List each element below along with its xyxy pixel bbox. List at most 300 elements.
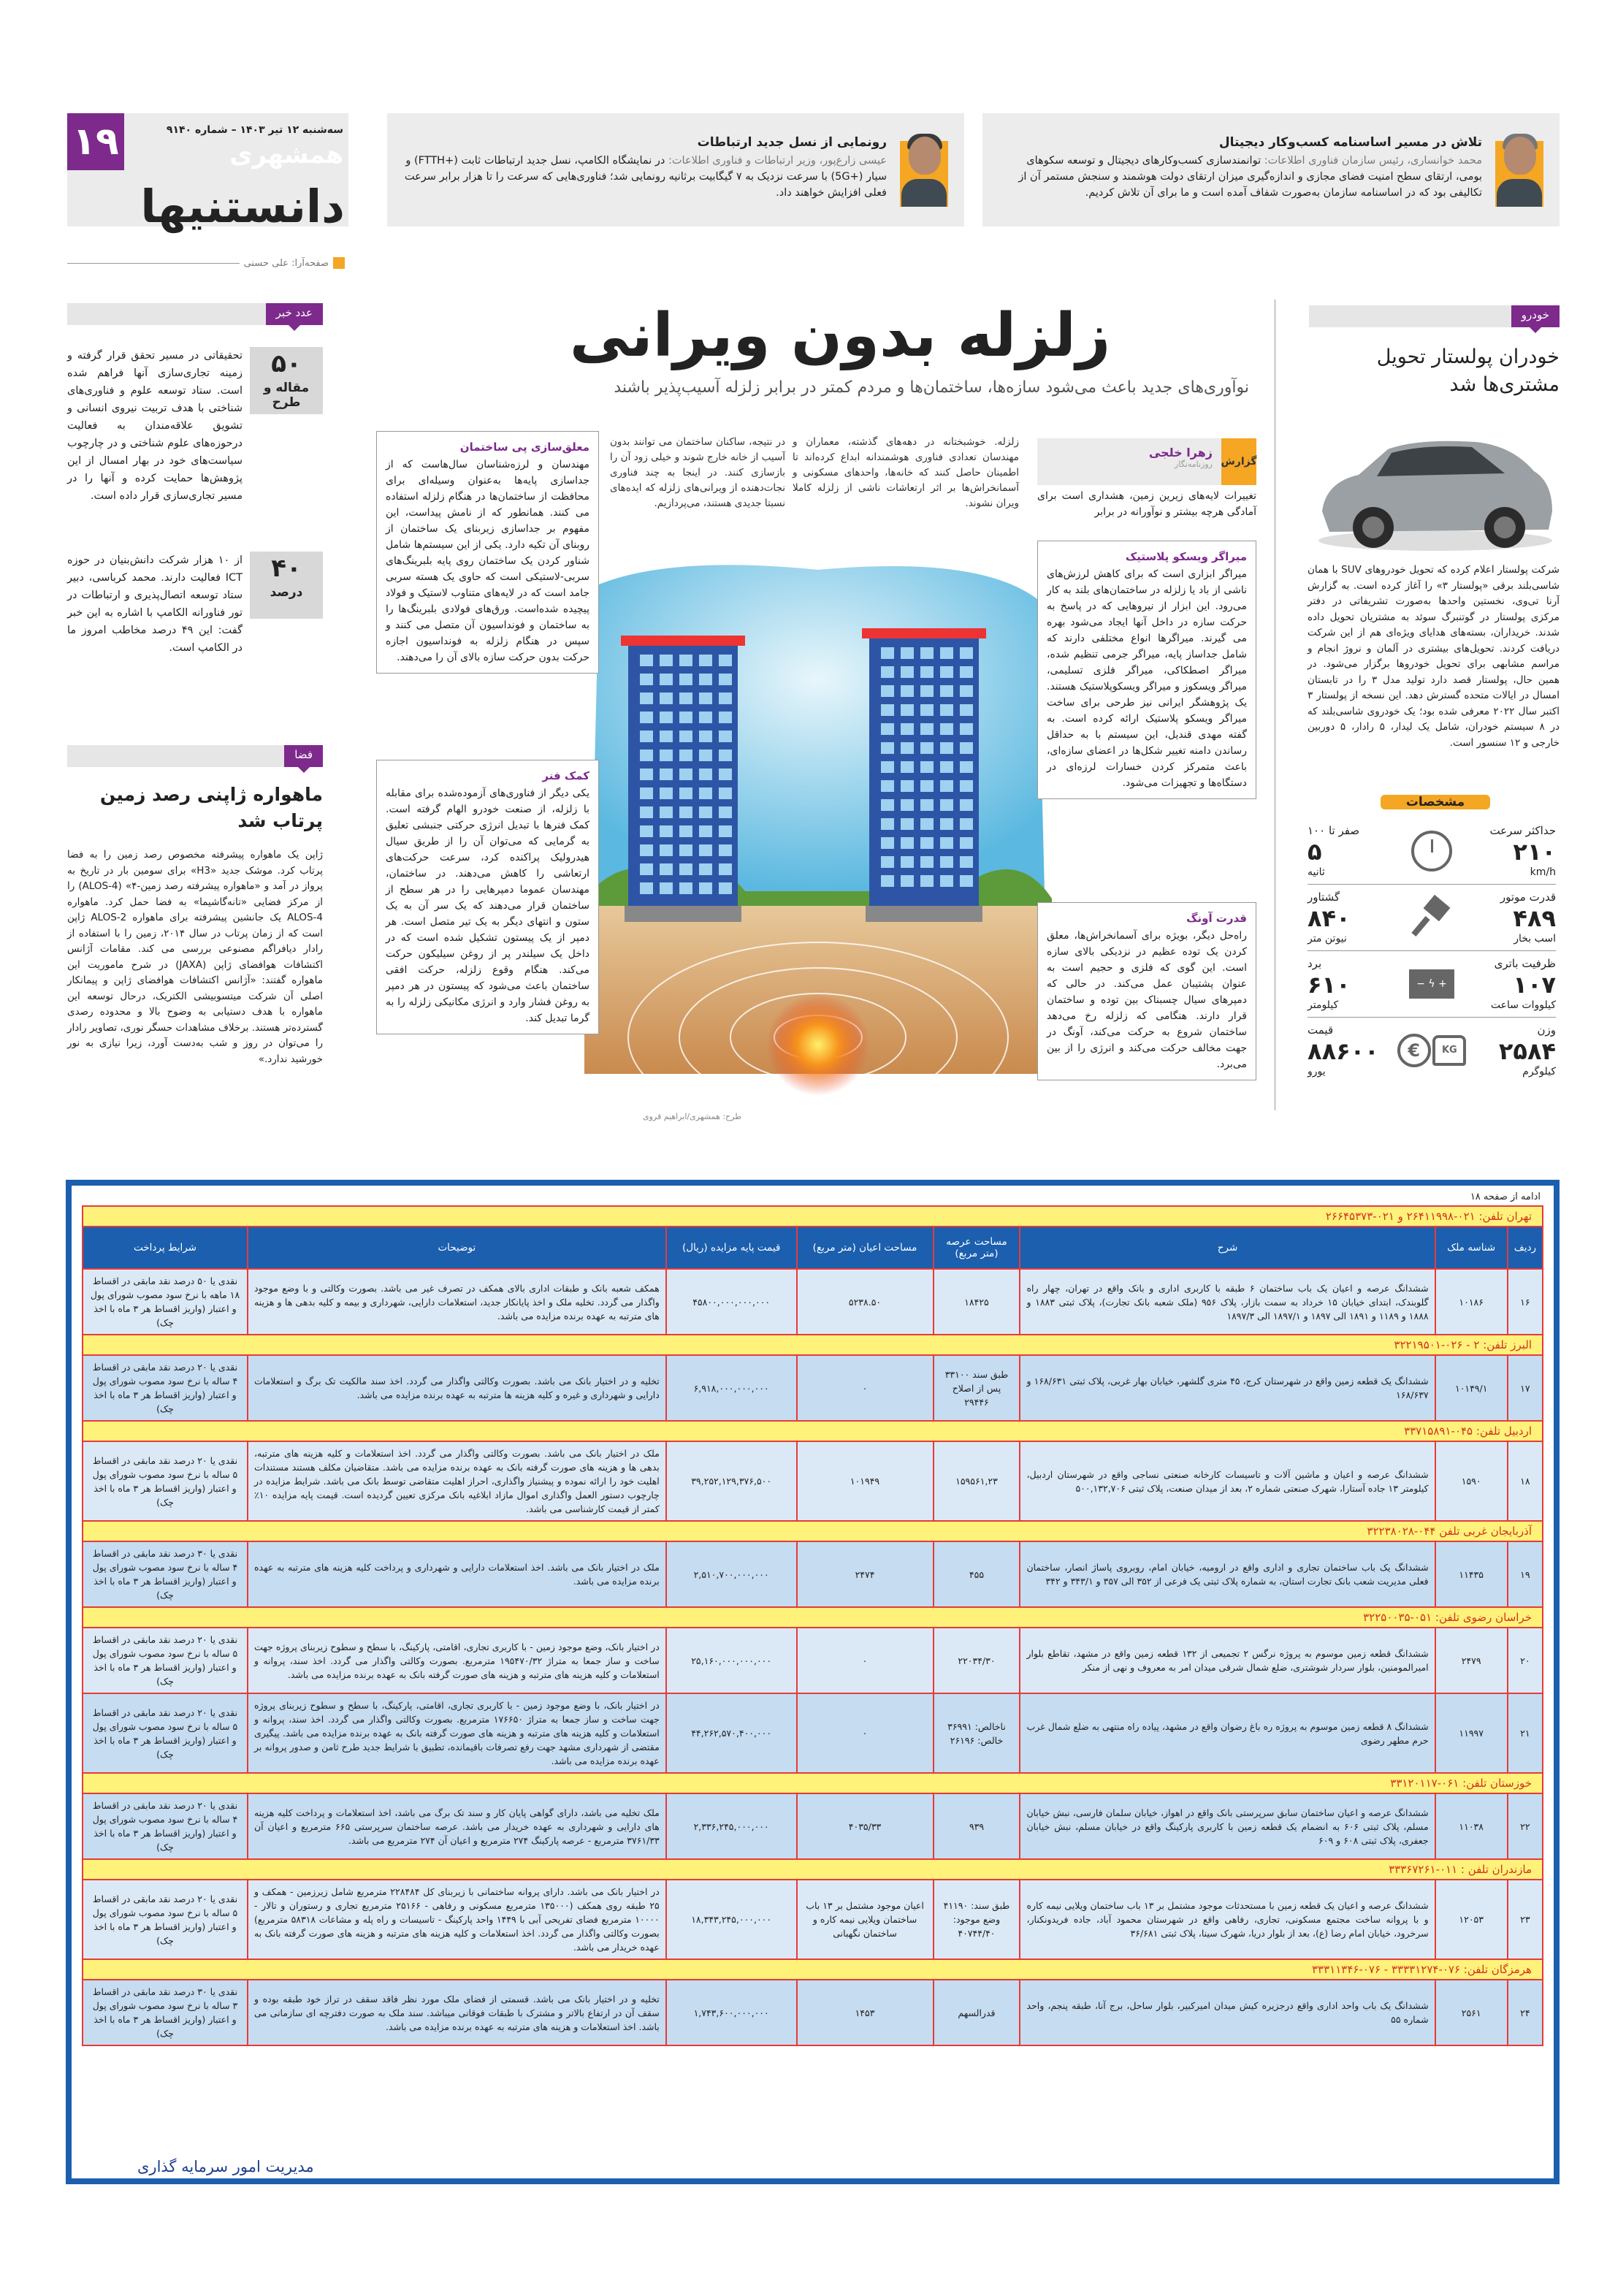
table-cell: ششدانگ عرصه و اعیان یک باب ساختمان ۶ طبقه با کاربری اداری و بانک واقع در تهران، چهار راه گلوبندک، ابتدای خیابان ۱۵ خرداد به سمت بازار، پلاک ۹۵۶ (ملک شعبه بانک تجارت)، پلاک ثبتی ۱۸۸۳ و ۱۸۸۸ و ۱۱۸۹ و ۱۸۹۱ الی ۱۸۹۷ و ۱۸۹۷/۱ الی ۱۸۹۷/۳ [1020,1269,1435,1335]
window [660,750,673,761]
column-header: مساحت اعیان (متر مربع) [797,1227,934,1269]
window [881,723,894,735]
spec-row [1308,951,1556,1018]
table-cell: ۱۹ [1508,1541,1543,1607]
table-cell: ۲۲۰۳۴/۳۰ [934,1628,1020,1693]
table-cell: در اختیار بانک، با وضع موجود زمین - با کاربری تجاری، اقامتی، پارکینگ، با سطح و سطوح زیربنای پروژه جهت ساخت و ساز جمعا به متراژ ۱۷۶۶۵۰ مترمربع. بصورت وکالتی واگذار می گردد. اخذ سند، پروانه و استعلامات و کلیه هزینه های مترتبه و هزینه های صورت گرفته بانک به عهده برنده مزایده می باشد. پیگیری مقتضی از شهرداری مشهد جهت رفع تصرفات باقیمانده، تطبیق با شرایط جدید طرح ثامن و صدور پروانه بر عهده برنده مزایده می باشد. [248,1693,666,1773]
stat-item: ۵۰ مقاله و طرح تحقیقاتی در مسیر تحقق قرار گرفته و زمینه تجاری‌سازی آنها فراهم شده است. ستاد توسعه علوم و فناوری‌های شناختی با هدف تربیت نیروی انسانی و تشویق علاقه‌مندان به فعالیت درحوزه‌های علوم شناختی و در چارچوب سیاست‌های خود در بهار امسال از این پژوهش‌ها حمایت کرده و آنها را در مسیر تجاری‌سازی قرار داده است. [67,347,323,505]
column-header: قیمت پایه مزایده (ریال) [666,1227,797,1269]
window [660,674,673,685]
window [679,693,692,704]
region-phone: مازندران تلفن : ۰۱۱-۳۳۳۶۷۲۶۱ [83,1859,1543,1880]
table-cell: ۲۴۷۴ [797,1541,934,1607]
window [679,863,692,875]
table-cell: نقدی یا ۳۰ درصد نقد مابقی در اقساط ۳ ساله با نرخ سود مصوب شورای پول و اعتبار (واریز اقساط هر ۳ ماه با اخذ چک) [83,1980,248,2045]
region-phone: آذربایجان غربی تلفن ۰۴۴-۳۲۲۳۸۰۲۸ [83,1521,1543,1541]
window [901,761,914,773]
car-image [1308,409,1560,555]
window [660,768,673,780]
quote-text: محمد خوانساری، رئیس سازمان فناوری اطلاعات: توانمندسازی کسب‌وکارهای دیجیتال و توسعه سکوهای بومی، ارتقای سطح امنیت فضای مجازی و اندازه‌گیری میزان ارتقای دولت هوشمند و سنجش مستمر آن از تکالیفی بود که در اساسنامه سازمان به‌صورت شفاف آمده است و ما برای آن تلاش کردیم. [1018,155,1482,199]
table-cell: ششدانگ عرصه و اعیان ساختمان سابق سرپرستی بانک واقع در اهواز، خیابان سلمان فارسی، نبش خیابان مسلم، پلاک ثبتی ۶۰۶ به انضمام یک قطعه زمین با کاربری پارکینگ واقع در خیابان مسلم، نبش خیابان جعفری، پلاک ثبتی ۶۰۸ و ۶۰۹ [1020,1793,1435,1859]
region-row [83,1773,1543,1793]
window [699,882,712,894]
designer-credit: صفحه‌آرا: علی حسنی [67,257,345,269]
window [719,674,732,685]
window [901,837,914,849]
table-cell: ۲۲ [1508,1793,1543,1859]
table-cell: نقدی یا ۲۰ درصد نقد مابقی در اقساط ۵ ساله با نرخ سود مصوب شورای پول و اعتبار (واریز اقساط هر ۳ ماه با اخذ چک) [83,1693,248,1773]
window [679,655,692,666]
section-tab-space: فضا [67,745,323,767]
column-header: شناسه ملک [1435,1227,1508,1269]
window [640,863,653,875]
main-subtitle: نوآوری‌های جدید باعث می‌شود سازه‌ها، ساختمان‌ها و مردم کمتر در برابر زلزله آسیب‌پذیر باشند [614,378,1249,397]
window [881,799,894,811]
window [901,742,914,754]
region-phone: البرز تلفن: ۲ - ۰۲۶-۳۲۲۱۹۵۰۱ [83,1335,1543,1355]
window [901,704,914,716]
window [699,693,712,704]
window [920,856,934,868]
window [940,647,953,659]
region-phone: اردبیل تلفن: ۰۴۵-۳۳۷۱۵۸۹۱ [83,1421,1543,1441]
section-title: دانستنیها [140,180,345,233]
window [940,685,953,697]
window [940,780,953,792]
space-headline: ماهواره ژاپنی رصد زمین پرتاب شد [99,784,323,831]
window [960,856,973,868]
window [881,818,894,830]
window [901,818,914,830]
region-row [83,1607,1543,1628]
window [699,750,712,761]
spec-price: قیمت ۸۸۶۰۰ یورو [1308,1023,1379,1078]
report-byline [1037,438,1256,485]
table-cell: ۹۳۹ [934,1793,1020,1859]
table-cell: ۴۰۳۵/۳۳ [797,1793,934,1859]
header-row [83,1227,1543,1269]
column-header: شرایط پرداخت [83,1227,248,1269]
spec-range: برد ۶۱۰ کیلومتر [1308,957,1351,1011]
window [920,818,934,830]
quote-text: عیسی زارع‌پور، وزیر ارتباطات و فناوری اطلاعات: در نمایشگاه الکامپ، نسل جدید ارتباطات ثابت (+FTTH) و سیار (+5G) با سرعت نزدیک به ۷ گیگابیت برثانیه رونمایی شد؛ فناوری‌هایی که سرعت را تا هزار برابر سرعت فعلی افزایش خواهند داد. [404,155,887,199]
table-cell: ۲۴ [1508,1980,1543,2045]
author-name: زهرا خلجی [1148,446,1213,459]
stat-item: ۴۰ درصد از ۱۰ هزار شرکت دانش‌بنیان در حوزه ICT فعالیت دارند. محمد کرباسی، دبیر ستاد توسعه اتصال‌پذیری و ارتباطات در تور فناورانه الکامپ با اشاره به این خبر گفت: این ۴۹ درصد مخاطب امروز ما در الکامپ است. [67,552,323,657]
table-cell: نقدی یا ۲۰ درصد نقد مابقی در اقساط ۵ ساله با نرخ سود مصوب شورای پول و اعتبار (واریز اقساط هر ۳ ماه با اخذ چک) [83,1441,248,1521]
window [960,647,973,659]
table-row [83,1269,1543,1335]
spec-power: قدرت موتور ۴۸۹ اسب بخار [1500,890,1556,945]
window [901,723,914,735]
window [640,655,653,666]
window [679,768,692,780]
window [679,844,692,856]
region-row [83,1859,1543,1880]
table-cell: ملک در اختیار بانک می باشد. اخذ استعلامات دارایی و شهرداری و پرداخت کلیه هزینه های مترتبه به عهده برنده مزایده می باشد. [248,1541,666,1607]
table-cell: ششدانگ یک قطعه زمین واقع در شهرستان کرج، ۴۵ متری گلشهر، خیابان بهار غربی، پلاک ثبتی ۱۶۸/۶۳۱ و ۱۶۸/۶۳۷ [1020,1355,1435,1421]
window [940,704,953,716]
table-cell: تخلیه و در اختیار بانک می باشد. بصورت وکالتی واگذار می گردد. اخذ سند مالکیت تک برگ و استعلامات دارایی و شهرداری و غیره و کلیه هزینه ها مترتبه به عهده برنده مزایده می باشد. [248,1355,666,1421]
column-header: شرح [1020,1227,1435,1269]
table-cell: ۲۰ [1508,1628,1543,1693]
table-cell: ششدانگ ۸ قطعه زمین موسوم به پروژه ره باغ رضوان واقع در مشهد، پیاده راه منتهی به ضلع شمال غرب حرم مطهر رضوی [1020,1693,1435,1773]
table-row [83,1541,1543,1607]
window [901,856,914,868]
window [640,806,653,818]
table-cell: ۳۹,۲۵۲,۱۲۹,۳۷۶,۵۰۰ [666,1441,797,1521]
sidebox-pendulum: قدرت آونگ راه‌حل دیگر، بویژه برای آسمانخراش‌ها، معلق کردن یک توده عظیم در نزدیکی بالای سازه است. این گوی که فلزی و حجیم است به عنوان پشتیبان عمل می‌کند. در حالی که دمپرهای سیال چسبناک بین توده و ساختمان قرار دارند. هنگامی که زلزله رخ می‌دهد ساختمان شروع به حرکت می‌کند، آونگ در جهت مخالف حرکت می‌کند و انرژی را از بین می‌برد. [1037,902,1256,1080]
window [901,647,914,659]
window [660,806,673,818]
auction-ad [66,1180,1560,2184]
earthquake-illustration [584,555,1052,1110]
window [719,768,732,780]
divider [67,263,240,264]
spec-max-speed: حداکثر سرعت ۲۱۰ km/h [1489,824,1556,878]
window [699,863,712,875]
spec-row [1308,1018,1556,1083]
table-cell: ۱۴۵۳ [797,1980,934,2045]
window [940,875,953,887]
table-cell: ۲۳ [1508,1880,1543,1959]
table-cell: ۱۸۴۲۵ [934,1269,1020,1335]
table-row [83,1628,1543,1693]
table-cell: ۲۴۷۹ [1435,1628,1508,1693]
paper-logo: همشهری [229,140,343,169]
window [901,799,914,811]
window [881,666,894,678]
table-row [83,1793,1543,1859]
window [901,875,914,887]
space-body: ژاپن یک ماهواره پیشرفته مخصوص رصد زمین را به فضا پرتاب کرد. موشک جدید «H3» برای سومین بار در تاریخ به پرواز در آمد و «ماهواره پیشرفته رصد زمین-۴» (ALOS-4) را از مرکز فضایی «تانه‌گاشیما» به فضا حمل کرد. ماهواره ALOS-4 یک جانشین پیشرفته برای ماهواره ALOS-2 ژاپن است که از زمان پرتاب در سال ۲۰۱۴، زمین را با استفاده از رادار دیافراگم مصنوعی بررسی می کند. مقامات آژانس اکتشافات هوافضای ژاپن (JAXA) در شرح ماموریت این ماهواره گفتند: «آژانس اکتشافات هوافضای ژاپن و پیمانکار اصلی آن شرکت میتسوبیشی الکتریک، درحال توسعه این ماهواره با هدف دستیابی به وضوح بالا و محدوده رصدی گسترده‌تر هستند. برخلاف مشاهدات حسگر نوری، تصاویر رادار را می‌توان در روز و شب به‌دست آورد، زیرا نیازی به نور خورشید ندارد.» [67,849,324,1065]
table-cell: ۲,۳۳۶,۲۴۵,۰۰۰,۰۰۰ [666,1793,797,1859]
piston-icon [1413,899,1450,936]
region-phone: خراسان رضوی تلفن: ۰۵۱-۳۲۲۵۰۰۳۵ [83,1607,1543,1628]
window [901,666,914,678]
table-cell: ششدانگ قطعه زمین موسوم به پروژه نرگس ۲ تجمیعی از ۱۳۲ قطعه زمین واقع در مشهد، تقاطع بلوار امیرالمومنین، بلوار سردار شوشتری، ضلع شمال شرقی میدان امر به معروف و نهی از منکر [1020,1628,1435,1693]
spec-row [1308,885,1556,951]
window [699,825,712,837]
window [719,712,732,723]
region-row [83,1421,1543,1441]
window [960,723,973,735]
spec-row [1308,818,1556,885]
region-row [83,1521,1543,1541]
window [960,761,973,773]
battery-icon: + ϟ − [1409,969,1454,999]
window [920,647,934,659]
image-credit: طرح: همشهری/ابراهیم قروی [643,1112,741,1121]
column-header: ردیف [1508,1227,1543,1269]
sidebox-base-isolation: معلق‌سازی پی ساختمان مهندسان و لرزه‌شناسان سال‌هاست که از جداسازی پایه‌ها به‌عنوان وسیله‌ای برای محافظت از ساختمان‌ها در هنگام زلزله استفاده می کنند. همانطور که از نامش پیداست، این مفهوم بر جداسازی زیربنای یک ساختمان از روبنای آن تکیه دارد. یکی از این سیستم‌ها شامل شناور کردن یک ساختمان روی پایه بلبرینگ‌های سربی-لاستیکی است که حاوی یک هسته سربی جامد است که در لایه‌های متناوب لاستیک و فولاد پیچیده شده‌است. ورق‌های فولادی بلبرینگ‌ها را به ساختمان و فونداسیون آن متصل می کنند و سپس در هنگام زلزله به فونداسیون اجازه حرکت بدون حرکت سازه بالای آن را می‌دهند. [376,431,599,674]
table-cell: اعیان موجود مشتمل بر ۱۳ باب ساختمان ویلایی نیمه کاره و ساختمان نگهبانی [797,1880,934,1959]
window [660,844,673,856]
stat-box: ۴۰ درصد [250,552,323,619]
window [901,780,914,792]
window [719,844,732,856]
table-cell: نقدی یا ۳۰ درصد نقد مابقی در اقساط ۴ ساله با نرخ سود مصوب شورای پول و اعتبار (واریز اقساط هر ۳ ماه با اخذ چک) [83,1541,248,1607]
window [679,806,692,818]
window [699,655,712,666]
table-cell: ۰ [797,1355,934,1421]
region-row [83,1206,1543,1227]
window [940,837,953,849]
table-row [83,1441,1543,1521]
window [940,761,953,773]
table-cell: ۱۲۰۵۳ [1435,1880,1508,1959]
table-cell: طبق سند ۳۳۱۰۰ پس از اصلاح ۲۹۴۴۶ [934,1355,1020,1421]
window [719,825,732,837]
table-cell: ۴۵۵ [934,1541,1020,1607]
page-number: ۱۹ [67,113,124,170]
continued-note: ادامه از صفحه ۱۸ [1470,1191,1541,1202]
window [660,712,673,723]
table-cell: ۴۵۸۰۰,۰۰۰,۰۰۰,۰۰۰ [666,1269,797,1335]
table-cell: ملک در اختیار بانک می باشد. بصورت وکالتی واگذار می گردد. اخذ استعلامات و کلیه هزینه های مترتبه، بدهی ها و هزینه های صورت گرفته بانک به عهده برنده مزایده می باشد. متقاضیان مکلف هستند مستندات اهلیت خود را ارائه نموده و پیشنیاز واگذاری، احراز اهلیت متقاضی توسط بانک می باشد. شرایط مزایده در چارچوب دستور العمل واگذاری اموال مازاد ابلاغیه بانک مرکزی تعیین گردیده است. قیمت پایه مزایده ۱۰٪ کمتر از قیمت کارشناسی می باشد. [248,1441,666,1521]
kicker: گزارش [1221,438,1256,485]
table-cell: ناخالص: ۳۶۹۹۱ خالص: ۲۶۱۹۶ [934,1693,1020,1773]
window [881,761,894,773]
spec-acceleration: صفر تا ۱۰۰ ۵ ثانیه [1308,824,1360,878]
window [960,666,973,678]
table-cell: ۱۵۹۵۶۱,۲۳ [934,1441,1020,1521]
foundation-left [625,906,741,922]
table-cell: ۱۰۱۹۴۹ [797,1441,934,1521]
epicenter [767,993,869,1096]
window [640,825,653,837]
window [920,837,934,849]
window [920,704,934,716]
window [719,806,732,818]
table-cell: ۲۵,۱۶۰,۰۰۰,۰۰۰,۰۰۰ [666,1628,797,1693]
car-headline: خودران پولستار تحویل مشتری‌ها شد [1376,346,1560,396]
table-cell: قدرالسهم [934,1980,1020,2045]
region-phone: خوزستان تلفن: ۰۶۱-۳۳۱۲۰۱۱۷ [83,1773,1543,1793]
window [940,666,953,678]
window [640,768,653,780]
window [699,768,712,780]
car-body: شرکت پولستار اعلام کرده که تحویل خودروهای SUV با همان شاسی‌بلند برقی «پولستار ۳» را آغاز کرده است. به گزارش آرنا تی‌وی، نخستین واحدها به‌صورت تشریفاتی در دفتر مرکزی پولستار در گوتنبرگ سوئد به مشتریان تحویل داده شدند. خریداران، بسته‌های هدایای ویژه‌ای هم از این شرکت دریافت کردند. تحویل‌های بیشتری در آلمان و نروژ انجام و مراسم مشابهی برای تحویل خودروها برگزار می‌شود. در همین حال، پولستار قصد دارد تولید مدل ۳ را در تابستان امسال در ایالات متحده گسترش دهد. این نسخه از پولستار ۳ اکتبر سال ۲۰۲۲ معرفی شده بود؛ یک خودروی شاسی‌بلند که در ۸ سیستم خودران، شامل یک لیدار، ۵ رادار، ۵ دوربین خارجی و ۱۲ سنسور است. [1308,564,1560,749]
window [719,693,732,704]
window [960,837,973,849]
window [881,647,894,659]
window [719,882,732,894]
window [679,787,692,799]
quote-title: رونمایی از نسل جدید ارتباطات [697,135,887,150]
window [660,787,673,799]
window [960,780,973,792]
window [660,882,673,894]
main-headline: زلزله بدون ویرانی [569,301,1111,370]
table-cell: در اختیار بانک، وضع موجود زمین - با کاربری تجاری، اقامتی، پارکینگ، با سطح و سطوح زیربنای پروژه جهت ساخت و ساز جمعا به متراژ ۱۹۵۴۷۰/۳۲ مترمربع. بصورت وکالتی واگذار می گردد. اخذ سند، پروانه و استعلامات و کلیه هزینه های مترتبه و هزینه های صورت گرفته بانک به عهده برنده مزایده می باشد. [248,1628,666,1693]
window [660,731,673,742]
table-cell: ۱۱۹۹۷ [1435,1693,1508,1773]
window [940,818,953,830]
window [640,750,653,761]
window [699,787,712,799]
specs-panel [1308,818,1556,1083]
table-cell: نقدی یا ۲۰ درصد نقد مابقی در اقساط ۴ ساله با نرخ سود مصوب شورای پول و اعتبار (واریز اقساط هر ۳ ماه با اخذ چک) [83,1355,248,1421]
table-row [83,1693,1543,1773]
region-row [83,1959,1543,1980]
window [940,799,953,811]
window [960,704,973,716]
table-cell: ملک تخلیه می باشد، دارای گواهی پایان کار و سند تک برگ می باشد، اخذ استعلامات و پرداخت کلیه هزینه های دارایی و شهرداری به عهده خریدار می باشد. عرصه ساختمان سرپرستی ۶۶۵ مترمربع و اعیان آن ۳۷۶۱/۳۳ مترمربع - عرصه پارکینگ ۲۷۴ مترمربع و اعیان آن ۲۷۴ مترمربع می باشد. [248,1793,666,1859]
window [719,731,732,742]
window [699,731,712,742]
table-cell: نقدی یا ۵۰ درصد نقد مابقی در اقساط ۱۸ ماهه با نرخ سود مصوب شورای پول و اعتبار (واریز اقساط هر ۳ ماه با اخذ چک) [83,1269,248,1335]
window [920,742,934,754]
window [881,780,894,792]
window [920,780,934,792]
issue-date: سه‌شنبه ۱۲ تیر ۱۴۰۳ – شماره ۹۱۴۰ [166,124,343,136]
table-cell: ۱۷ [1508,1355,1543,1421]
table-cell: ۶,۹۱۸,۰۰۰,۰۰۰,۰۰۰ [666,1355,797,1421]
table-cell: ۱۱۰۳۸ [1435,1793,1508,1859]
window [719,863,732,875]
window [920,875,934,887]
window [920,761,934,773]
window [881,685,894,697]
table-cell: ۰ [797,1628,934,1693]
window [920,723,934,735]
euro-icon: € [1397,1034,1431,1067]
table-cell: طبق سند: ۴۱۱۹۰ وضع موجود: ۴۰۷۴۴/۴۰ [934,1880,1020,1959]
column-header: مساحت عرصه (متر مربع) [934,1227,1020,1269]
table-cell: ۰ [797,1693,934,1773]
portrait-photo [900,141,948,207]
window [699,712,712,723]
spec-battery: ظرفیت باتری ۱۰۷ کیلووات ساعت [1490,957,1556,1011]
window [881,875,894,887]
window [640,674,653,685]
window [679,731,692,742]
window [960,685,973,697]
window [920,666,934,678]
spec-weight: وزن ۲۵۸۴ کیلوگرم [1498,1023,1556,1078]
specs-title: مشخصات [1381,795,1490,809]
weight-kg-icon: KG [1432,1035,1466,1066]
table-cell: ۱۸,۳۴۳,۲۴۵,۰۰۰,۰۰۰ [666,1880,797,1959]
window [640,693,653,704]
region-phone: هرمزگان تلفن: ۰۷۶-۳۳۳۳۱۲۷۴ - ۰۷۶-۳۳۳۱۱۳۴۶ [83,1959,1543,1980]
table-cell: ششدانگ عرصه و اعیان یک قطعه زمین با مستحدثات موجود مشتمل بر ۱۳ باب ساختمان ویلایی نیمه کاره و با پروانه ساخت مجتمع مسکونی، تجاری، رفاهی واقع در شهرستان محمود آباد، جاده فریدونکنار، سرخرود، خیابان امام رضا (ع)، بعد از بلوار دریا، شهرک سینا، پلاک ثبتی ۳۶/۶۸۱ [1020,1880,1435,1959]
table-cell: ۱۰۱۸۶ [1435,1269,1508,1335]
window [960,799,973,811]
window [679,750,692,761]
table-cell: ۱۰۱۴۹/۱ [1435,1355,1508,1421]
window [679,674,692,685]
orange-marker-icon [333,257,345,269]
table-cell: ۱۵۹۰ [1435,1441,1508,1521]
table-cell: ۵۲۳۸.۵۰ [797,1269,934,1335]
section-tab-news-numbers: عدد خبر [67,303,323,325]
window [881,704,894,716]
window [660,863,673,875]
window [960,818,973,830]
column-header: توضیحات [248,1227,666,1269]
table-cell: ششدانگ عرصه و اعیان و ماشین آلات و تاسیسات کارخانه صنعتی نساجی واقع در شهرستان اردبیل، کیلومتر ۱۳ جاده آستارا، شهرک صنعتی شماره ۲، بعد از میدان صنعت، پلاک ثبتی ۵۰۰,۱۳۲,۷۰۶ [1020,1441,1435,1521]
table-cell: همکف شعبه بانک و طبقات اداری بالای همکف در تصرف غیر می باشد. بصورت وکالتی و با وضع موجود واگذار می گردد. تخلیه ملک و اخذ پایانکار جدید، استعلامات دارایی، شهرداری و بیمه و کلیه بدهی ها و هزینه های مترتبه به عهده برنده مزایده می باشد. [248,1269,666,1335]
article-lead: تغییرات لایه‌های زیرین زمین، هشداری است برای آمادگی هرچه بیشتر و نوآورانه در برابر [1037,490,1256,518]
window [679,712,692,723]
window [660,825,673,837]
window [960,742,973,754]
table-cell: نقدی یا ۲۰ درصد نقد مابقی در اقساط ۴ ساله با نرخ سود مصوب شورای پول و اعتبار (واریز اقساط هر ۳ ماه با اخذ چک) [83,1793,248,1859]
window [719,787,732,799]
window [640,844,653,856]
article-column-2: در نتیجه، ساکنان ساختمان می توانند بدون آسیب از خانه خارج شوند و خیلی زود آن را بازسازی کنند. در اینجا به چند فناوری نجات‌دهنده از ویرانی‌های زلزله که ایده‌های نسبتا جدیدی هستند، می‌پردازیم. [610,436,785,509]
window [679,825,692,837]
table-cell: ۱,۷۴۳,۶۰۰,۰۰۰,۰۰۰ [666,1980,797,2045]
table-row [83,1355,1543,1421]
stopwatch-icon [1411,831,1452,872]
window [960,875,973,887]
quote-ito-head [982,113,1560,226]
region-phone: تهران تلفن: ۰۲۱-۲۶۴۱۱۹۹۸ و ۰۲۱-۲۶۶۴۵۳۷۳ [83,1206,1543,1227]
table-cell: ۱۶ [1508,1269,1543,1335]
table-cell: نقدی یا ۲۰ درصد نقد مابقی در اقساط ۵ ساله با نرخ سود مصوب شورای پول و اعتبار (واریز اقساط هر ۳ ماه با اخذ چک) [83,1628,248,1693]
window [679,882,692,894]
window [640,882,653,894]
window [881,837,894,849]
quote-minister [387,113,964,226]
article-column-1: زلزله. خوشبختانه در دهه‌های گذشته، معماران و مهندسان تعدادی فناوری هوشمندانه ابداع کرده‌اند تا اطمینان حاصل کنند که خانه‌ها، واحدهای مسکونی و آسمانخراش‌ها بر اثر ارتعاشات ناشی از زلزله کاملا ویران نشوند. [793,436,1019,509]
table-cell: ۱۸ [1508,1441,1543,1521]
table-row [83,1880,1543,1959]
table-cell: ۴۴,۲۶۲,۵۷۰,۴۰۰,۰۰۰ [666,1693,797,1773]
quote-title: تلاش در مسیر اساسنامه کسب‌وکار دیجیتال [1218,135,1482,150]
region-row [83,1335,1543,1355]
table-cell: ششدانگ یک باب واحد اداری واقع درجزیره کیش میدان امیرکبیر، بلوار ساحل، برج آنا، طبقه پنجم، واحد شماره ۵۵ [1020,1980,1435,2045]
table-cell: ۲۵۶۱ [1435,1980,1508,2045]
sidebox-shock-absorber: کمک فنر یکی دیگر از فناوری‌های آزموده‌شده برای مقابله با زلزله، از صنعت خودرو الهام گرفته است. کمک فنرها با تبدیل انرژی حرکتی جنبشی تعلیق به گرمایی که می‌توان آن را از طریق سیال هیدرولیک پراکنده کرد، سرعت حرکت‌های ارتعاشی را کاهش می‌دهند. در ساختمان، مهندسان عموما دمپرهایی را در هر سطح از ساختمان قرار می‌دهند که یک سر آن به یک ستون و انتهای دیگر به یک تیر متصل است. هر دمپر از یک پیستون تشکیل شده است که در داخل یک سیلندر پر از روغن سیلیکون حرکت می‌کند. هنگام وقوع زلزله، حرکت افقی ساختمان باعث می‌شود که پیستون در هر دمپر به روغن فشار وارد و انرژی مکانیکی زلزله را به گرما تبدیل کند. [376,760,599,1034]
sidebox-viscoplastic-damper: میراگر ویسکو پلاستیک میراگر ابزاری است که برای کاهش لرزش‌های ناشی از باد یا زلزله در ساختمان‌های بلند به کار می‌رود. این ابزار از نیروهایی که در پاسخ به حرکت سازه در داخل آنها ایجاد می‌شود بهره می گیرند. میراگرها انواع مختلفی دارند که شامل جداساز پایه، میراگر جرمی تنظیم شده، میراگر اصطکاکی، میراگر فلزی تسلیمی، میراگر ویسکوز و میراگر ویسکوپلاستیک هستند. یک پژوهشگر ایرانی نیز طرحی برای ساخت میراگر ویسکو پلاستیک ارائه کرده است. به گفته مهدی قندیل، این سیستم با به حداقل رساندن دامنه تغییر شکل‌ها در اعضای سازه‌ای، باعث متمرکز کردن خسارات لرزه‌ای در دستگاه‌ها و تجهیزات می‌شود. [1037,541,1256,799]
foundation-right [866,906,982,922]
window [901,685,914,697]
window [640,731,653,742]
spec-torque: گشتاور ۸۴۰ نیوتن متر [1308,890,1351,945]
window [699,674,712,685]
window [719,750,732,761]
window [719,655,732,666]
table-cell: ۱۱۴۳۵ [1435,1541,1508,1607]
window [920,685,934,697]
window [640,712,653,723]
window [881,856,894,868]
section-tab-car: خودرو [1309,305,1560,327]
stat-box: ۵۰ مقاله و طرح [250,347,323,414]
table-cell: ۲۱ [1508,1693,1543,1773]
window [699,844,712,856]
window [660,655,673,666]
auction-table [82,1205,1543,2046]
table-row [83,1980,1543,2045]
table-cell: در اختیار بانک می باشد. دارای پروانه ساختمانی با زیربنای کل ۲۲۸۴۸۴ مترمربع شامل زیرزمین - همکف و ۲۵ طبقه روی همکف (۱۳۵۰۰۰ مترمربع مسکونی و رفاهی - ۲۵۱۶۶ مترمربع تجاری و رستوران و تالار - ۱۰۰۰۰ مترمربع فضای تفریحی آبی با ۱۴۴۹ واحد پارکینگ - تاسیسات و راه پله و مشاعات ۵۸۳۱۸ مترمربع) بصورت وکالتی واگذار می گردد. اخذ استعلامات و کلیه هزینه های مترتبه و هزینه های صورت گرفته بانک به عهده خریدار می باشد. [248,1880,666,1959]
window [940,742,953,754]
window [699,806,712,818]
window [920,799,934,811]
portrait-photo [1495,141,1543,207]
table-cell: تخلیه و در اختیار بانک می باشد. قسمتی از فضای ملک مورد نظر فاقد سقف در تراز خود طبقه بوده و سقف آن در ارتفاع بالاتر و مشترک با طبقات فوقانی میباشد. سند ملک به صورت دفترچه ای سازمانی می باشد. اخذ استعلامات و هزینه های مترتبه به عهده برنده مزایده می باشد. [248,1980,666,2045]
window [940,723,953,735]
author-role: روزنامه‌نگار [1175,459,1213,469]
table-cell: ۲,۵۱۰,۷۰۰,۰۰۰,۰۰۰ [666,1541,797,1607]
window [940,856,953,868]
table-cell: ششدانگ یک باب ساختمان تجاری و اداری واقع در ارومیه، خیابان امام، روبروی پاساژ انصار، ساختمان فعلی مدیریت شعب بانک تجارت استان، به شماره پلاک ثبتی یک فرعی از ۳۵۲ الی ۳۵۷ و ۳۴۳/۱ و ۳۴۲ [1020,1541,1435,1607]
window [881,742,894,754]
